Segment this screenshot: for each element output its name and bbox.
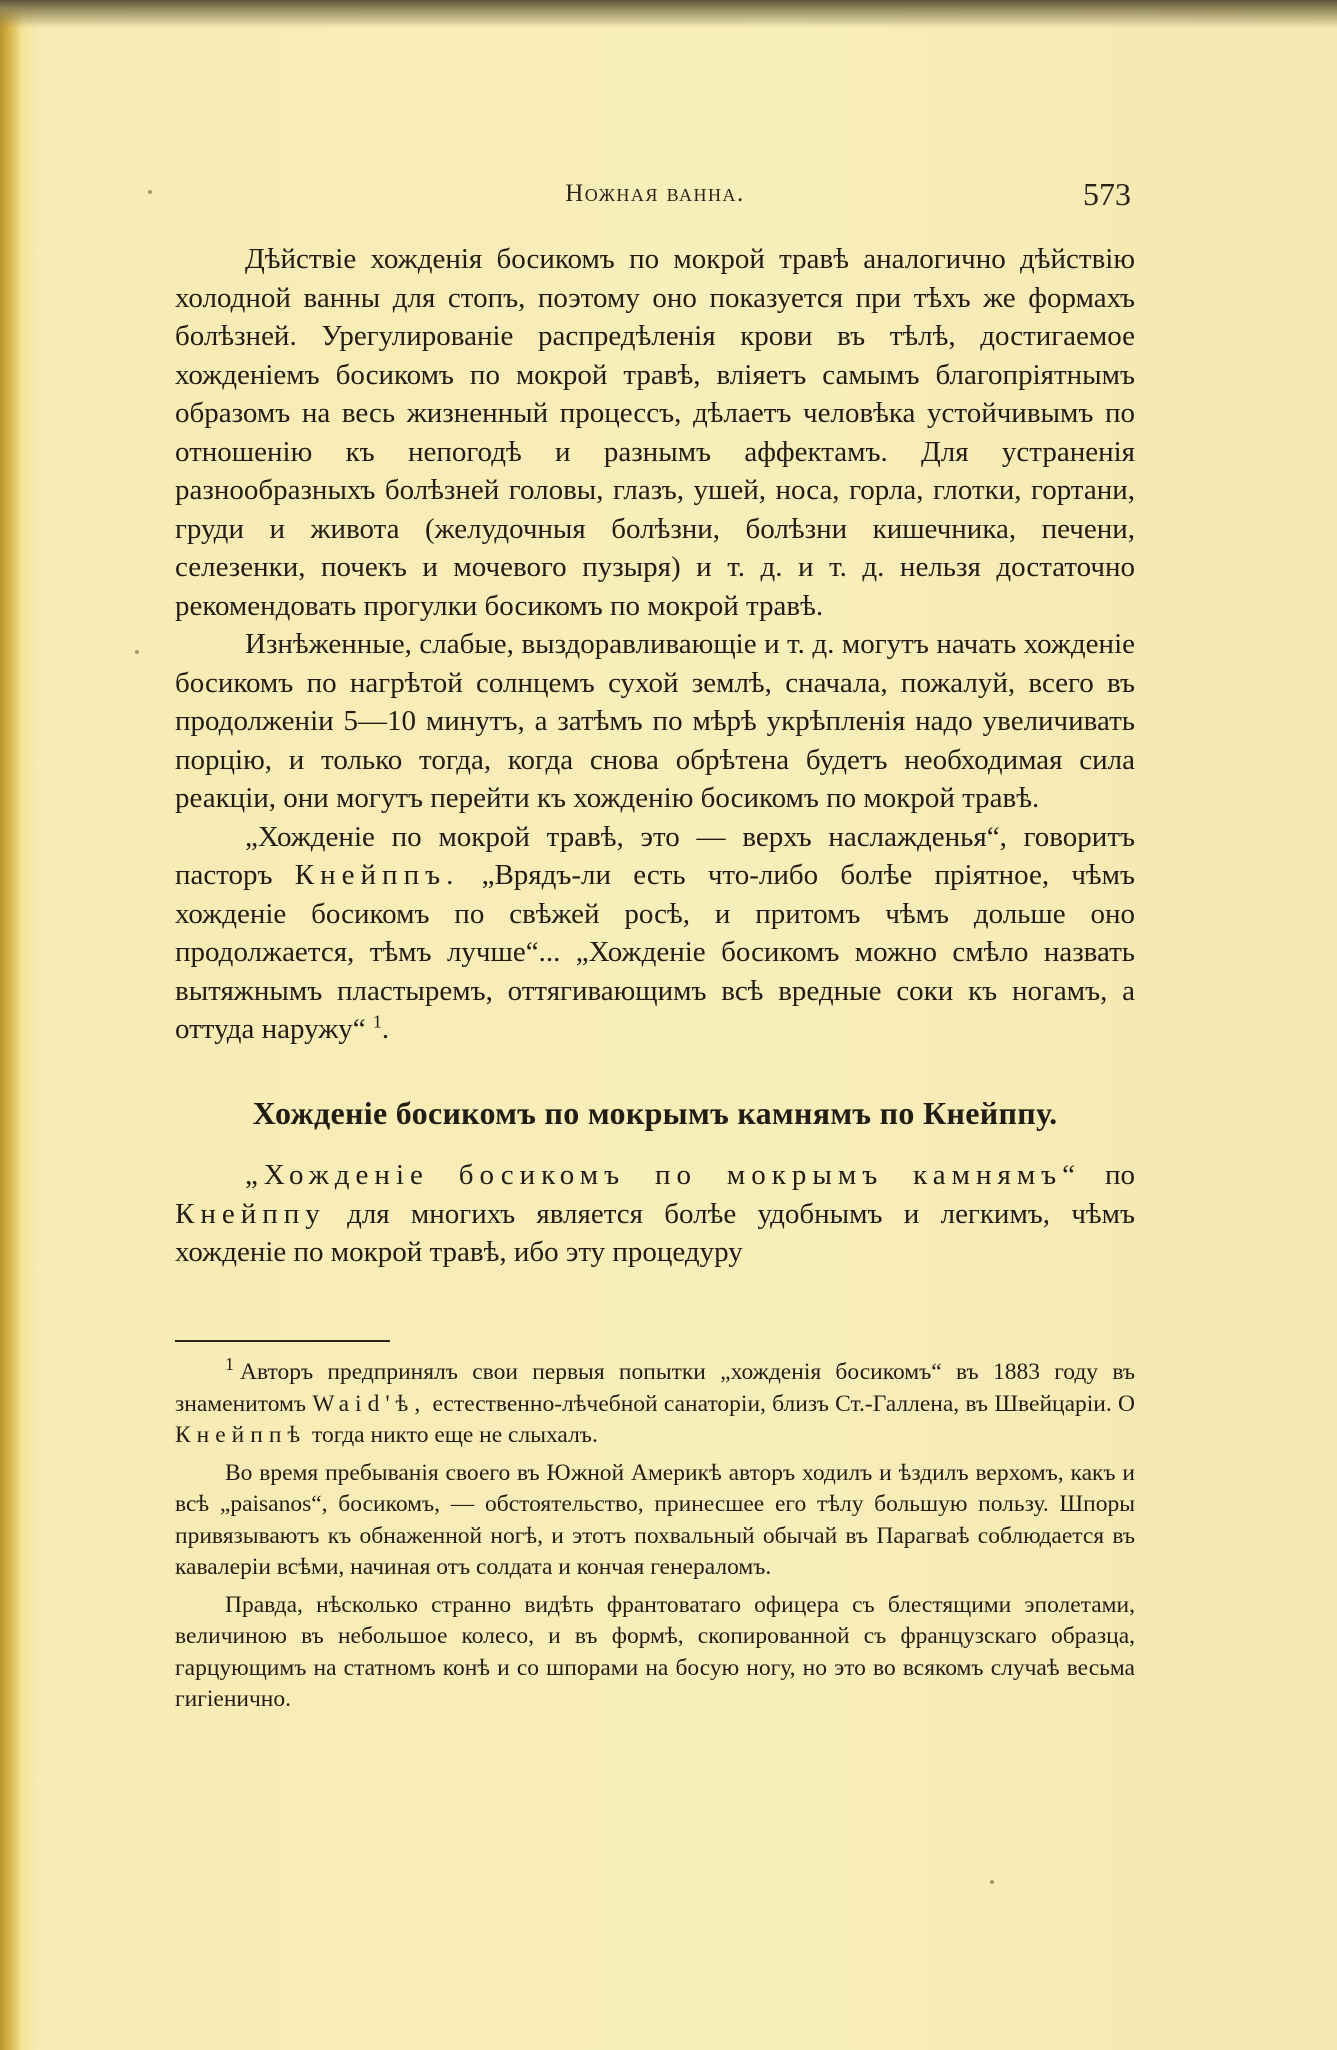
paragraph-3-text-b: „Врядъ-ли есть что-либо болѣе пріятное, чѣмъ хожденіе босикомъ по свѣжей росѣ, и притомъ чѣмъ дольше оно продолжается, тѣмъ лучше“... „Хожденіе босикомъ можно смѣло назвать вытяжнымъ пластыремъ, оттягивающимъ всѣ вредные соки къ ногамъ, а оттуда наружу“	[175, 859, 1136, 1045]
footnotes	[175, 1354, 1135, 1722]
paper-speck	[148, 190, 152, 194]
quoted-spaced-phrase: „Хожденіе босикомъ по мокрымъ камнямъ“	[245, 1159, 1082, 1191]
running-head: Ножная ванна.	[565, 180, 745, 207]
footnote-1-text-a: Авторъ предпринялъ свои первыя попытки „хожденія босикомъ“ въ 1883 году въ знаменитомъ	[175, 1359, 1135, 1417]
paper-speck	[135, 650, 139, 654]
kneipp-name: Кнейппъ.	[294, 859, 460, 891]
footnote-reference[interactable]: 1	[372, 1011, 382, 1032]
waid-place-name: Waid'ѣ,	[312, 1390, 427, 1417]
main-text	[175, 240, 1135, 1272]
paragraph-1: Дѣйствіе хожденія босикомъ по мокрой травѣ аналогично дѣйствію холодной ванны для стопъ, поэтому оно показуется при тѣхъ же формахъ болѣзней. Урегулированіе распредѣленія крови въ тѣлѣ, достигаемое хожденіемъ босикомъ по мокрой травѣ, вліяетъ самымъ благопріятнымъ образомъ на весь жизненный процессъ, дѣлаетъ человѣка устойчивымъ по отношенію къ непогодѣ и разнымъ аффектамъ. Для устраненія разнообразныхъ болѣзней головы, глазъ, ушей, носа, горла, глотки, гортани, груди и живота (желудочныя болѣзни, болѣзни кишечника, печени, селезенки, почекъ и мочевого пузыря) и т. д. и т. д. нельзя достаточно рекомендовать прогулки босикомъ по мокрой травѣ.	[175, 243, 1135, 622]
footnote-1-mark: 1	[225, 1354, 234, 1375]
section-title: Хожденіе босикомъ по мокрымъ камнямъ по Кнейппу.	[252, 1094, 1058, 1131]
footnote-1	[175, 1354, 1135, 1452]
paragraph-3-text-a: „Хожденіе по мокрой травѣ, это — верхъ наслажденья“, говоритъ пасторъ	[175, 820, 1135, 891]
footnote-1-paragraph-2: Во время пребыванія своего въ Южной Америкѣ авторъ ходилъ и ѣздилъ верхомъ, какъ и всѣ „paisanos“, босикомъ, — обстоятельство, принесшее его тѣлу большую пользу. Шпоры привязываютъ къ обнаженной ногѣ, и этотъ похвальный обычай въ Парагваѣ соблюдается въ кавалеріи всѣми, начиная отъ солдата и кончая генераломъ.	[175, 1459, 1135, 1580]
paragraph-4	[175, 1156, 1135, 1272]
footnote-1-paragraph-3: Правда, нѣсколько странно видѣть франтоватаго офицера съ блестящими эполетами, величиною въ небольшое колесо, и въ формѣ, скопированной съ французскаго образца, гарцующимъ на статномъ конѣ и со шпорами на босую ногу, но это во всякомъ случаѣ весьма гигіенично.	[175, 1591, 1135, 1712]
paragraph-3	[175, 818, 1135, 1049]
kneipp-name: Кнейппѣ	[175, 1422, 307, 1448]
paper-speck	[990, 1880, 994, 1884]
paragraph-2: Изнѣженные, слабые, выздоравливающіе и т. д. могутъ начать хожденіе босикомъ по нагрѣтой солнцемъ сухой землѣ, сначала, пожалуй, всего въ продолженіи 5—10 минутъ, а затѣмъ по мѣрѣ укрѣпленія надо увеличивать порцію, и только тогда, когда снова обрѣтена будетъ необходимая сила реакціи, они могутъ перейти къ хожденію босикомъ по мокрой травѣ.	[175, 628, 1135, 814]
paragraph-3-end: .	[381, 1013, 390, 1045]
page-binding-edge	[0, 0, 22, 2050]
page-top-shadow	[0, 0, 1337, 28]
page-number: 573	[1083, 176, 1131, 212]
page-header	[175, 176, 1135, 216]
footnote-divider	[175, 1340, 390, 1342]
paragraph-4-text-b: для многихъ является болѣе удобнымъ и легкимъ, чѣмъ хожденіе по мокрой травѣ, ибо эту процедуру	[175, 1197, 1135, 1268]
kneipp-name: Кнейппу	[175, 1197, 326, 1230]
paragraph-4-text-a: по	[1104, 1159, 1136, 1191]
footnote-1-text-c: тогда никто еще не слыхалъ.	[312, 1422, 598, 1448]
footnote-1-text-b: естественно-лѣчебной санаторіи, близъ Ст.-Галлена, въ Швейцаріи. О	[432, 1390, 1135, 1417]
